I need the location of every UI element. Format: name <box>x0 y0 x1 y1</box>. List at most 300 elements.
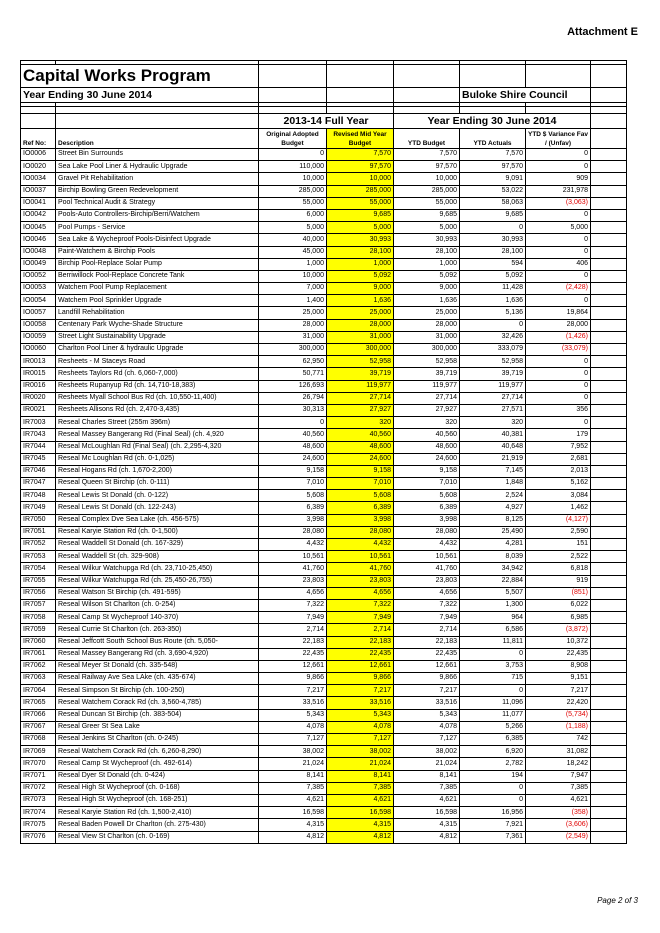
description-cell: Reseal McLoughlan Rd (Final Seal) (ch. 2,295-4,320 <box>56 441 259 453</box>
variance-cell: (3,606) <box>526 819 591 831</box>
ytd-actuals-cell: 0 <box>460 782 526 794</box>
description-cell: Reseal Waddell St Donald (ch. 167-329) <box>56 539 259 551</box>
original-budget-cell: 10,561 <box>259 551 327 563</box>
ytd-budget-cell: 23,803 <box>394 575 460 587</box>
ytd-budget-cell: 22,183 <box>394 636 460 648</box>
table-row <box>21 319 627 331</box>
table-row <box>21 721 627 733</box>
variance-cell: 909 <box>526 173 591 185</box>
revised-budget-cell: 9,685 <box>327 209 394 221</box>
variance-cell: (358) <box>526 807 591 819</box>
variance-cell: 4,621 <box>526 794 591 806</box>
ytd-budget-cell: 31,000 <box>394 331 460 343</box>
ytd-actuals-cell: 7,570 <box>460 149 526 161</box>
ytd-actuals-cell: 4,927 <box>460 502 526 514</box>
page-number: Page 2 of 3 <box>597 896 638 905</box>
description-cell: Resheets Taylors Rd (ch. 6,060-7,000) <box>56 368 259 380</box>
variance-cell: 0 <box>526 161 591 173</box>
description-cell: Reseal Lewis St Donald (ch. 122-243) <box>56 502 259 514</box>
original-budget-cell: 55,000 <box>259 197 327 209</box>
description-cell: Reseal Baden Powell Dr Charlton (ch. 275-430) <box>56 819 259 831</box>
original-budget-cell: 5,608 <box>259 490 327 502</box>
revised-budget-cell: 7,322 <box>327 599 394 611</box>
ref-cell: IO0048 <box>21 246 56 258</box>
original-budget-cell: 126,693 <box>259 380 327 392</box>
variance-cell: 2,681 <box>526 453 591 465</box>
ytd-actuals-cell: 11,811 <box>460 636 526 648</box>
original-budget-cell: 50,771 <box>259 368 327 380</box>
ref-cell: IR7072 <box>21 782 56 794</box>
original-budget-cell: 5,000 <box>259 222 327 234</box>
ytd-budget-cell: 25,000 <box>394 307 460 319</box>
description-cell: Sea Lake & Wycheproof Pools-Disinfect Upgrade <box>56 234 259 246</box>
variance-cell: 0 <box>526 380 591 392</box>
revised-budget-cell: 7,010 <box>327 478 394 490</box>
description-cell: Reseal Queen St Birchip (ch. 0-111) <box>56 478 259 490</box>
revised-budget-cell: 52,958 <box>327 356 394 368</box>
revised-budget-cell: 5,000 <box>327 222 394 234</box>
description-cell: Resheets Rupanyup Rd (ch. 14,710-18,383) <box>56 380 259 392</box>
ref-cell: IR0015 <box>21 368 56 380</box>
description-cell: Reseal Meyer St Donald (ch. 335-548) <box>56 660 259 672</box>
col-ref: Ref No: <box>21 129 56 149</box>
original-budget-cell: 40,560 <box>259 429 327 441</box>
ref-cell: IO0052 <box>21 270 56 282</box>
ytd-actuals-cell: 8,039 <box>460 551 526 563</box>
ytd-actuals-cell: 8,125 <box>460 514 526 526</box>
revised-budget-cell: 10,561 <box>327 551 394 563</box>
ref-cell: IR7054 <box>21 563 56 575</box>
ytd-actuals-cell: 16,956 <box>460 807 526 819</box>
description-cell: Reseal Duncan St Birchip (ch. 383-504) <box>56 709 259 721</box>
ytd-actuals-cell: 7,361 <box>460 831 526 843</box>
ref-cell: IR7046 <box>21 465 56 477</box>
original-budget-cell: 31,000 <box>259 331 327 343</box>
variance-cell: 7,952 <box>526 441 591 453</box>
ytd-budget-cell: 320 <box>394 417 460 429</box>
ytd-actuals-cell: 58,063 <box>460 197 526 209</box>
ytd-budget-cell: 12,661 <box>394 660 460 672</box>
ytd-budget-cell: 1,636 <box>394 295 460 307</box>
table-row <box>21 258 627 270</box>
variance-cell: 31,082 <box>526 746 591 758</box>
ytd-budget-cell: 7,217 <box>394 685 460 697</box>
original-budget-cell: 110,000 <box>259 161 327 173</box>
ytd-budget-cell: 28,100 <box>394 246 460 258</box>
table-row <box>21 478 627 490</box>
ytd-budget-cell: 7,010 <box>394 478 460 490</box>
table-row <box>21 734 627 746</box>
ytd-actuals-cell: 11,428 <box>460 283 526 295</box>
ytd-actuals-cell: 52,958 <box>460 356 526 368</box>
table-row <box>21 356 627 368</box>
ref-cell: IO0059 <box>21 331 56 343</box>
variance-cell: 18,242 <box>526 758 591 770</box>
ref-cell: IR7055 <box>21 575 56 587</box>
ytd-budget-cell: 16,598 <box>394 807 460 819</box>
revised-budget-cell: 4,621 <box>327 794 394 806</box>
revised-budget-cell: 4,812 <box>327 831 394 843</box>
description-cell: Landfill Rehabilitation <box>56 307 259 319</box>
ref-cell: IR7060 <box>21 636 56 648</box>
ytd-budget-cell: 40,560 <box>394 429 460 441</box>
ref-cell: IO0006 <box>21 149 56 161</box>
original-budget-cell: 1,400 <box>259 295 327 307</box>
original-budget-cell: 10,000 <box>259 270 327 282</box>
ytd-budget-cell: 4,432 <box>394 539 460 551</box>
table-body <box>21 61 627 844</box>
revised-budget-cell: 27,927 <box>327 404 394 416</box>
description-cell: Reseal Wilson St Charlton (ch. 0-254) <box>56 599 259 611</box>
table-row <box>21 392 627 404</box>
ytd-budget-cell: 30,993 <box>394 234 460 246</box>
ytd-actuals-cell: 0 <box>460 794 526 806</box>
ytd-actuals-cell: 594 <box>460 258 526 270</box>
table-row <box>21 441 627 453</box>
revised-budget-cell: 9,866 <box>327 673 394 685</box>
ytd-actuals-cell: 964 <box>460 612 526 624</box>
variance-cell: (3,872) <box>526 624 591 636</box>
description-cell: Watchem Pool Sprinkler Upgrade <box>56 295 259 307</box>
ytd-budget-cell: 4,812 <box>394 831 460 843</box>
ytd-actuals-cell: 22,884 <box>460 575 526 587</box>
ytd-actuals-cell: 11,096 <box>460 697 526 709</box>
table-row <box>21 782 627 794</box>
ytd-budget-cell: 33,516 <box>394 697 460 709</box>
description-cell: Birchip Bowling Green Redevelopment <box>56 185 259 197</box>
col-ytd-budget: YTD Budget <box>394 129 460 149</box>
variance-cell: 356 <box>526 404 591 416</box>
ytd-budget-cell: 9,000 <box>394 283 460 295</box>
table-row <box>21 636 627 648</box>
original-budget-cell: 3,998 <box>259 514 327 526</box>
ref-cell: IO0054 <box>21 295 56 307</box>
original-budget-cell: 21,024 <box>259 758 327 770</box>
original-budget-cell: 6,000 <box>259 209 327 221</box>
ytd-budget-cell: 7,385 <box>394 782 460 794</box>
revised-budget-cell: 7,217 <box>327 685 394 697</box>
ref-cell: IO0046 <box>21 234 56 246</box>
table-row <box>21 149 627 161</box>
table-row <box>21 770 627 782</box>
original-budget-cell: 28,000 <box>259 319 327 331</box>
table-row <box>21 551 627 563</box>
original-budget-cell: 8,141 <box>259 770 327 782</box>
capital-works-table <box>20 60 627 844</box>
ref-cell: IR7076 <box>21 831 56 843</box>
table-row <box>21 368 627 380</box>
col-description: Description <box>56 129 259 149</box>
description-cell: Berriwillock Pool-Replace Concrete Tank <box>56 270 259 282</box>
ref-cell: IR7056 <box>21 587 56 599</box>
ytd-actuals-cell: 6,586 <box>460 624 526 636</box>
original-budget-cell: 33,516 <box>259 697 327 709</box>
ref-cell: IO0042 <box>21 209 56 221</box>
table-row <box>21 575 627 587</box>
ytd-budget-cell: 1,000 <box>394 258 460 270</box>
original-budget-cell: 24,600 <box>259 453 327 465</box>
table-row <box>21 612 627 624</box>
original-budget-cell: 22,435 <box>259 648 327 660</box>
ytd-actuals-cell: 40,381 <box>460 429 526 441</box>
table-row <box>21 697 627 709</box>
revised-budget-cell: 5,608 <box>327 490 394 502</box>
revised-budget-cell: 55,000 <box>327 197 394 209</box>
ytd-actuals-cell: 5,092 <box>460 270 526 282</box>
ytd-actuals-cell: 21,919 <box>460 453 526 465</box>
original-budget-cell: 7,127 <box>259 734 327 746</box>
table-row <box>21 526 627 538</box>
variance-cell: 2,013 <box>526 465 591 477</box>
original-budget-cell: 9,866 <box>259 673 327 685</box>
table-row <box>21 648 627 660</box>
description-cell: Birchip Pool-Replace Solar Pump <box>56 258 259 270</box>
description-cell: Resheets Myall School Bus Rd (ch. 10,550-11,400) <box>56 392 259 404</box>
ytd-actuals-cell: 5,266 <box>460 721 526 733</box>
revised-budget-cell: 1,636 <box>327 295 394 307</box>
description-cell: Charlton Pool Liner & hydraulic Upgrade <box>56 344 259 356</box>
table-row <box>21 624 627 636</box>
ref-cell: IR7051 <box>21 526 56 538</box>
variance-cell: 0 <box>526 234 591 246</box>
description-cell: Reseal Currie St Charlton (ch. 263-350) <box>56 624 259 636</box>
table-row <box>21 673 627 685</box>
ref-cell: IR7069 <box>21 746 56 758</box>
ref-cell: IR0013 <box>21 356 56 368</box>
variance-cell: 2,590 <box>526 526 591 538</box>
ref-cell: IR7070 <box>21 758 56 770</box>
ytd-actuals-cell: 3,753 <box>460 660 526 672</box>
table-row <box>21 490 627 502</box>
description-cell: Resheets - M Staceys Road <box>56 356 259 368</box>
ytd-actuals-cell: 28,100 <box>460 246 526 258</box>
table-row <box>21 283 627 295</box>
ytd-actuals-cell: 1,636 <box>460 295 526 307</box>
revised-budget-cell: 10,000 <box>327 173 394 185</box>
original-budget-cell: 7,949 <box>259 612 327 624</box>
ref-cell: IR7052 <box>21 539 56 551</box>
ref-cell: IR0016 <box>21 380 56 392</box>
table-row <box>21 587 627 599</box>
revised-budget-cell: 5,092 <box>327 270 394 282</box>
variance-cell: 151 <box>526 539 591 551</box>
description-cell: Reseal Massey Bangerang Rd (Final Seal) (ch. 4,920 <box>56 429 259 441</box>
ref-cell: IR7064 <box>21 685 56 697</box>
ytd-budget-cell: 28,000 <box>394 319 460 331</box>
original-budget-cell: 7,000 <box>259 283 327 295</box>
description-cell: Reseal Jenkins St Charlton (ch. 0-245) <box>56 734 259 746</box>
ytd-budget-cell: 27,927 <box>394 404 460 416</box>
ytd-actuals-cell: 0 <box>460 222 526 234</box>
variance-cell: 6,985 <box>526 612 591 624</box>
table-row <box>21 234 627 246</box>
description-cell: Street Light Sustainability Upgrade <box>56 331 259 343</box>
ytd-actuals-cell: 0 <box>460 648 526 660</box>
revised-budget-cell: 7,385 <box>327 782 394 794</box>
table-row <box>21 514 627 526</box>
table-row <box>21 746 627 758</box>
variance-cell: 0 <box>526 270 591 282</box>
description-cell: Reseal Camp St Wycheproof 140-370) <box>56 612 259 624</box>
page-subtitle: Year Ending 30 June 2014 <box>21 88 259 103</box>
variance-cell: 0 <box>526 149 591 161</box>
original-budget-cell: 4,812 <box>259 831 327 843</box>
variance-cell: 8,908 <box>526 660 591 672</box>
ytd-actuals-cell: 39,719 <box>460 368 526 380</box>
ytd-budget-cell: 2,714 <box>394 624 460 636</box>
page-title: Capital Works Program <box>21 65 259 88</box>
ytd-budget-cell: 28,080 <box>394 526 460 538</box>
variance-cell: (3,063) <box>526 197 591 209</box>
table-row <box>21 185 627 197</box>
ytd-actuals-cell: 1,848 <box>460 478 526 490</box>
ref-cell: IR7057 <box>21 599 56 611</box>
original-budget-cell: 2,714 <box>259 624 327 636</box>
table-row <box>21 453 627 465</box>
table-row <box>21 465 627 477</box>
ytd-actuals-cell: 1,300 <box>460 599 526 611</box>
table-row <box>21 209 627 221</box>
variance-cell: (4,127) <box>526 514 591 526</box>
revised-budget-cell: 22,183 <box>327 636 394 648</box>
variance-cell: (2,428) <box>526 283 591 295</box>
ref-cell: IR7058 <box>21 612 56 624</box>
description-cell: Sea Lake Pool Liner & Hydraulic Upgrade <box>56 161 259 173</box>
revised-budget-cell: 8,141 <box>327 770 394 782</box>
original-budget-cell: 4,078 <box>259 721 327 733</box>
ytd-actuals-cell: 4,281 <box>460 539 526 551</box>
variance-cell: 0 <box>526 368 591 380</box>
description-cell: Gravel Pit Rehabilitation <box>56 173 259 185</box>
table-row <box>21 429 627 441</box>
revised-budget-cell: 300,000 <box>327 344 394 356</box>
variance-cell: (1,188) <box>526 721 591 733</box>
ytd-budget-cell: 4,315 <box>394 819 460 831</box>
original-budget-cell: 1,000 <box>259 258 327 270</box>
description-cell: Pool Technical Audit & Strategy <box>56 197 259 209</box>
revised-budget-cell: 7,570 <box>327 149 394 161</box>
ytd-actuals-cell: 6,920 <box>460 746 526 758</box>
original-budget-cell: 12,661 <box>259 660 327 672</box>
description-cell: Reseal Watson St Birchip (ch. 491-595) <box>56 587 259 599</box>
description-cell: Pools-Auto Controllers-Birchip/Berri/Watchem <box>56 209 259 221</box>
table-row <box>21 563 627 575</box>
revised-budget-cell: 7,127 <box>327 734 394 746</box>
description-cell: Resheets Allisons Rd (ch. 2,470-3,435) <box>56 404 259 416</box>
ref-cell: IO0041 <box>21 197 56 209</box>
col-original-budget: Original Adopted Budget <box>259 129 327 149</box>
revised-budget-cell: 119,977 <box>327 380 394 392</box>
ref-cell: IR7044 <box>21 441 56 453</box>
description-cell: Reseal High St Wycheproof (ch. 168-251) <box>56 794 259 806</box>
original-budget-cell: 9,158 <box>259 465 327 477</box>
description-cell: Reseal Mc Loughlan Rd (ch. 0-1,025) <box>56 453 259 465</box>
table-row <box>21 222 627 234</box>
revised-budget-cell: 28,100 <box>327 246 394 258</box>
variance-cell: 5,162 <box>526 478 591 490</box>
original-budget-cell: 48,600 <box>259 441 327 453</box>
revised-budget-cell: 6,389 <box>327 502 394 514</box>
original-budget-cell: 41,760 <box>259 563 327 575</box>
description-cell: Reseal Lewis St Donald (ch. 0-122) <box>56 490 259 502</box>
variance-cell: 0 <box>526 417 591 429</box>
revised-budget-cell: 4,078 <box>327 721 394 733</box>
ytd-budget-cell: 27,714 <box>394 392 460 404</box>
ytd-actuals-cell: 25,490 <box>460 526 526 538</box>
variance-cell: 6,818 <box>526 563 591 575</box>
table-row <box>21 758 627 770</box>
ytd-actuals-cell: 11,077 <box>460 709 526 721</box>
original-budget-cell: 40,000 <box>259 234 327 246</box>
ref-cell: IO0037 <box>21 185 56 197</box>
revised-budget-cell: 5,343 <box>327 709 394 721</box>
ref-cell: IR7045 <box>21 453 56 465</box>
group-header-ytd: Year Ending 30 June 2014 <box>394 114 591 129</box>
ytd-budget-cell: 24,600 <box>394 453 460 465</box>
ytd-actuals-cell: 7,921 <box>460 819 526 831</box>
ref-cell: IO0034 <box>21 173 56 185</box>
description-cell: Reseal Watchem Corack Rd (ch. 3,560-4,785) <box>56 697 259 709</box>
ref-cell: IR7065 <box>21 697 56 709</box>
revised-budget-cell: 22,435 <box>327 648 394 660</box>
original-budget-cell: 7,322 <box>259 599 327 611</box>
table-row <box>21 380 627 392</box>
ytd-actuals-cell: 53,022 <box>460 185 526 197</box>
ytd-budget-cell: 8,141 <box>394 770 460 782</box>
description-cell: Reseal Hogans Rd (ch. 1,670-2,200) <box>56 465 259 477</box>
ytd-budget-cell: 97,570 <box>394 161 460 173</box>
ytd-budget-cell: 22,435 <box>394 648 460 660</box>
original-budget-cell: 4,656 <box>259 587 327 599</box>
ytd-budget-cell: 39,719 <box>394 368 460 380</box>
revised-budget-cell: 31,000 <box>327 331 394 343</box>
revised-budget-cell: 4,432 <box>327 539 394 551</box>
variance-cell: 2,522 <box>526 551 591 563</box>
description-cell: Reseal Massey Bangerang Rd (ch. 3,690-4,920) <box>56 648 259 660</box>
table-row <box>21 539 627 551</box>
ref-cell: IO0060 <box>21 344 56 356</box>
table-row <box>21 660 627 672</box>
description-cell: Reseal Simpson St Birchip (ch. 100-250) <box>56 685 259 697</box>
ytd-actuals-cell: 7,145 <box>460 465 526 477</box>
column-header-row <box>21 129 627 149</box>
ref-cell: IR7074 <box>21 807 56 819</box>
variance-cell: 7,217 <box>526 685 591 697</box>
original-budget-cell: 62,950 <box>259 356 327 368</box>
ytd-budget-cell: 5,608 <box>394 490 460 502</box>
ytd-budget-cell: 48,600 <box>394 441 460 453</box>
ytd-budget-cell: 38,002 <box>394 746 460 758</box>
ytd-actuals-cell: 0 <box>460 685 526 697</box>
description-cell: Reseal Watchem Corack Rd (ch. 6,260-8,290) <box>56 746 259 758</box>
ref-cell: IR7059 <box>21 624 56 636</box>
description-cell: Reseal Karyie Station Rd (ch. 0-1,500) <box>56 526 259 538</box>
description-cell: Reseal Wilkur Watchupga Rd (ch. 23,710-25,450) <box>56 563 259 575</box>
description-cell: Street Bin Surrounds <box>56 149 259 161</box>
variance-cell: 3,084 <box>526 490 591 502</box>
variance-cell: 10,372 <box>526 636 591 648</box>
table-row <box>21 331 627 343</box>
revised-budget-cell: 9,158 <box>327 465 394 477</box>
variance-cell: (2,549) <box>526 831 591 843</box>
revised-budget-cell: 12,661 <box>327 660 394 672</box>
ytd-budget-cell: 9,685 <box>394 209 460 221</box>
ytd-actuals-cell: 27,571 <box>460 404 526 416</box>
revised-budget-cell: 4,656 <box>327 587 394 599</box>
revised-budget-cell: 4,315 <box>327 819 394 831</box>
revised-budget-cell: 25,000 <box>327 307 394 319</box>
description-cell: Reseal Complex Dve Sea Lake (ch. 456-575) <box>56 514 259 526</box>
